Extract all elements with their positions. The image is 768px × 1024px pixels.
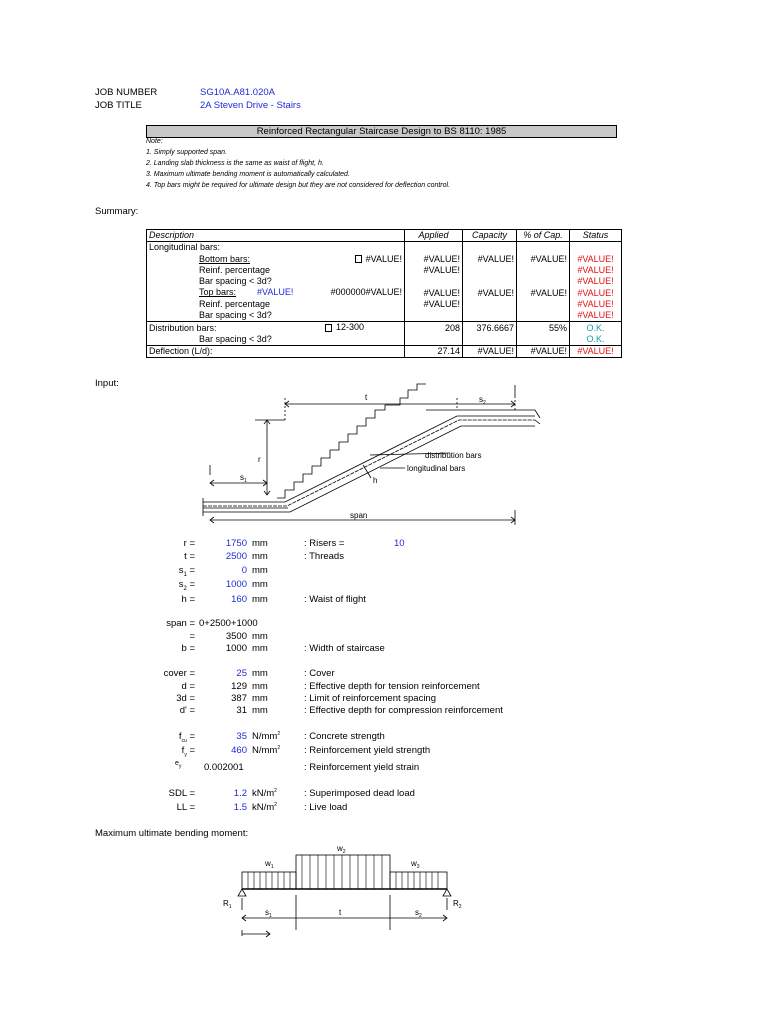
svg-text:s2 <box>415 908 422 919</box>
ll-desc: : Live load <box>304 802 348 813</box>
applied-cell: 208 <box>405 322 463 334</box>
3d-label: 3d = <box>176 693 195 704</box>
applied-cell: #VALUE! <box>405 254 463 265</box>
r-desc: : Risers = <box>304 538 345 549</box>
t-label: t <box>365 393 368 402</box>
w2-sub: 2 <box>342 849 346 855</box>
span-label: span <box>350 511 368 520</box>
row-sub-label: Reinf. percentage <box>199 264 271 275</box>
sdl-desc: : Superimposed dead load <box>304 788 415 799</box>
note-item: 3. Maximum ultimate bending moment is automatically calculated. <box>146 171 350 178</box>
fy-label: f <box>181 745 185 756</box>
pct-cell: #VALUE! <box>517 345 570 357</box>
s2-value: 1000 <box>225 579 247 590</box>
row-description: Deflection (L/d): <box>147 345 405 357</box>
capacity-cell: 376.6667 <box>463 322 517 334</box>
svg-text:R2 <box>453 899 462 910</box>
note-item: 2. Landing slab thickness is the same as waist of flight, h. <box>146 160 324 167</box>
span-result-label: = <box>189 631 195 642</box>
s2-subscript: 2 <box>483 400 486 406</box>
risers-value: 10 <box>394 538 405 549</box>
bar-symbol-icon <box>355 255 362 263</box>
fy-sub: y <box>184 751 187 758</box>
t-label: t = <box>184 551 195 562</box>
pct-cell: #VALUE! <box>517 254 570 265</box>
row-sub-label: Bar spacing < 3d? <box>199 276 272 287</box>
d-unit: mm <box>252 681 268 692</box>
fcu-unit: N/mm <box>252 731 278 743</box>
h-value: 160 <box>231 594 247 605</box>
R2-label: R <box>453 899 459 908</box>
table-row <box>147 242 622 254</box>
note-item: 4. Top bars might be required for ultimate design but they are not considered for deflection control. <box>146 182 451 189</box>
distribution-bars-value: 12-300 <box>335 322 364 333</box>
svg-text:w2 <box>336 844 346 855</box>
t-value: 2500 <box>225 551 247 562</box>
t-desc: : Threads <box>304 551 344 562</box>
applied-cell: 27.14 <box>405 345 463 357</box>
s2-unit: mm <box>252 579 268 590</box>
table-header-row <box>147 230 622 242</box>
ll-unit-sup: 2 <box>274 802 277 808</box>
status-cell: #VALUE! <box>570 287 622 298</box>
span-formula: 0+2500+1000 <box>199 618 258 629</box>
span-s1-label: s <box>265 908 269 917</box>
s1-value: 0 <box>241 565 247 576</box>
applied-cell: #VALUE! <box>405 287 463 298</box>
sdl-value: 1.2 <box>233 788 247 799</box>
3d-desc: : Limit of reinforcement spacing <box>304 693 437 704</box>
status-cell: #VALUE! <box>570 265 622 276</box>
table-row <box>147 345 622 357</box>
staircase-diagram <box>195 380 555 525</box>
span-s1-sub: 1 <box>269 913 272 919</box>
fy-unit: N/mm <box>252 745 278 757</box>
job-title-label: JOB TITLE <box>95 100 142 111</box>
pct-cell: 55% <box>517 322 570 334</box>
b-unit: mm <box>252 643 268 654</box>
status-cell: O.K. <box>570 322 622 334</box>
ey-sub: y <box>178 763 182 770</box>
sdl-unit-sup: 2 <box>274 788 277 794</box>
fy-unit-sup: 2 <box>277 745 281 751</box>
w1-sub: 1 <box>270 864 274 870</box>
dprime-label: d' = <box>179 705 195 716</box>
s2-sub: 2 <box>183 585 187 592</box>
job-title-value: 2A Steven Drive - Stairs <box>200 100 301 111</box>
s1-unit: mm <box>252 565 268 576</box>
applied-cell: #VALUE! <box>405 265 463 276</box>
r-label: r <box>258 455 261 464</box>
3d-value: 387 <box>231 693 247 704</box>
h-label: h = <box>181 594 195 605</box>
span-s2-sub: 2 <box>419 913 422 919</box>
fy-value: 460 <box>231 745 247 756</box>
bar-symbol-icon <box>325 324 332 332</box>
span-label: span = <box>166 618 195 629</box>
col-header-capacity: Capacity <box>463 230 517 242</box>
table-row <box>147 254 622 265</box>
moment-label: Maximum ultimate bending moment: <box>95 828 249 839</box>
s1-label: s <box>178 565 184 576</box>
svg-text:w3 <box>410 859 420 870</box>
fy-eq: = <box>186 745 195 756</box>
row-description: Distribution bars: <box>149 322 217 333</box>
fcu-unit-sup: 2 <box>277 731 281 737</box>
fcu-value: 35 <box>236 731 247 742</box>
r-label: r = <box>183 538 195 549</box>
ey-desc: : Reinforcement yield strain <box>304 762 420 773</box>
capacity-cell: #VALUE! <box>463 254 517 265</box>
ll-label: LL = <box>176 802 195 813</box>
sdl-label: SDL = <box>168 788 195 799</box>
status-cell: #VALUE! <box>570 299 622 310</box>
dprime-value: 31 <box>236 705 247 716</box>
col-header-applied: Applied <box>405 230 463 242</box>
3d-unit: mm <box>252 693 268 704</box>
status-cell: O.K. <box>570 334 622 346</box>
table-row <box>147 276 622 287</box>
longitudinal-bars-label: longitudinal bars <box>407 464 466 473</box>
b-desc: : Width of staircase <box>304 643 385 654</box>
s2-label: s <box>479 395 483 404</box>
r-unit: mm <box>252 538 268 549</box>
R2-sub: 2 <box>458 904 462 910</box>
top-bars-value: #VALUE! <box>257 287 294 298</box>
row-sub-label: Bar spacing < 3d? <box>199 310 272 321</box>
fy-desc: : Reinforcement yield strength <box>304 745 431 756</box>
R1-sub: 1 <box>228 904 232 910</box>
d-label: d = <box>181 681 195 692</box>
job-number-value: SG10A.A81.020A <box>200 87 275 98</box>
ey-value: 0.002001 <box>204 762 244 773</box>
ll-unit: kN/m <box>252 802 275 814</box>
row-sub-label: Bar spacing < 3d? <box>199 333 272 344</box>
h-desc: : Waist of flight <box>304 594 366 605</box>
ey-label: e <box>175 760 179 767</box>
pct-cell: #VALUE! <box>517 287 570 298</box>
span-result-unit: mm <box>252 631 268 642</box>
span-s2-label: s <box>415 908 419 917</box>
ll-value: 1.5 <box>233 802 247 813</box>
table-row <box>147 310 622 322</box>
row-sub-label: Top bars: <box>199 287 237 298</box>
status-cell: #VALUE! <box>570 276 622 287</box>
table-row <box>147 334 622 346</box>
h-label: h <box>373 476 378 485</box>
table-row <box>147 265 622 276</box>
svg-text:R1 <box>223 899 232 910</box>
col-header-description: Description <box>147 230 405 242</box>
job-number-label: JOB NUMBER <box>95 87 158 98</box>
w3-sub: 3 <box>416 864 420 870</box>
status-cell: #VALUE! <box>570 254 622 265</box>
fcu-sub: cu <box>181 737 187 744</box>
capacity-cell: #VALUE! <box>463 345 517 357</box>
bottom-bars-value: #VALUE! <box>365 253 402 264</box>
cover-desc: : Cover <box>304 668 335 679</box>
row-description: Longitudinal bars: <box>147 242 405 254</box>
row-sub-label: Reinf. percentage <box>199 298 271 309</box>
distribution-bars-label: distribution bars <box>425 451 482 460</box>
table-row <box>147 299 622 310</box>
col-header-status: Status <box>570 230 622 242</box>
cover-value: 25 <box>236 668 247 679</box>
table-row <box>147 287 622 298</box>
dprime-unit: mm <box>252 705 268 716</box>
span-t-label: t <box>339 908 342 917</box>
dprime-desc: : Effective depth for compression reinforcement <box>304 705 503 716</box>
fcu-eq: = <box>186 731 195 742</box>
b-value: 1000 <box>225 643 247 654</box>
w2-label: w <box>337 844 343 853</box>
s1-label: s <box>240 473 244 482</box>
w3-label: w <box>411 859 417 868</box>
svg-text:s1 <box>265 908 272 919</box>
notes-heading: Note: <box>146 138 163 145</box>
w1-label: w <box>265 859 271 868</box>
r-value: 1750 <box>225 538 247 549</box>
summary-label: Summary: <box>95 206 139 217</box>
s1-sub: 1 <box>183 571 187 578</box>
t-unit: mm <box>252 551 268 562</box>
summary-table <box>146 229 622 358</box>
design-title-banner: Reinforced Rectangular Staircase Design to BS 8110: 1985 <box>146 125 617 138</box>
status-cell: #VALUE! <box>570 345 622 357</box>
s2-eq: = <box>186 579 195 590</box>
d-value: 129 <box>231 681 247 692</box>
cover-label: cover = <box>163 668 195 679</box>
s1-eq: = <box>186 565 195 576</box>
sdl-unit: kN/m <box>252 788 275 800</box>
loading-diagram <box>215 840 475 940</box>
row-sub-label: Bottom bars: <box>199 253 251 264</box>
capacity-cell: #VALUE! <box>463 287 517 298</box>
table-row <box>147 322 622 334</box>
R1-label: R <box>223 899 229 908</box>
status-cell: #VALUE! <box>570 310 622 322</box>
fcu-desc: : Concrete strength <box>304 731 385 742</box>
svg-text:w1 <box>264 859 274 870</box>
span-result-value: 3500 <box>225 631 247 642</box>
d-desc: : Effective depth for tension reinforcement <box>304 681 480 692</box>
input-label: Input: <box>95 378 119 389</box>
s2-label: s <box>178 579 184 590</box>
fcu-label: f <box>178 731 182 742</box>
col-header-pct: % of Cap. <box>517 230 570 242</box>
s1-subscript: 1 <box>244 478 247 484</box>
h-unit: mm <box>252 594 268 605</box>
top-bars-spec: #000000#VALUE! <box>330 287 402 298</box>
b-label: b = <box>181 643 195 654</box>
applied-cell: #VALUE! <box>405 299 463 310</box>
cover-unit: mm <box>252 668 268 679</box>
svg-text:s1 <box>240 473 247 484</box>
note-item: 1. Simply supported span. <box>146 149 227 156</box>
